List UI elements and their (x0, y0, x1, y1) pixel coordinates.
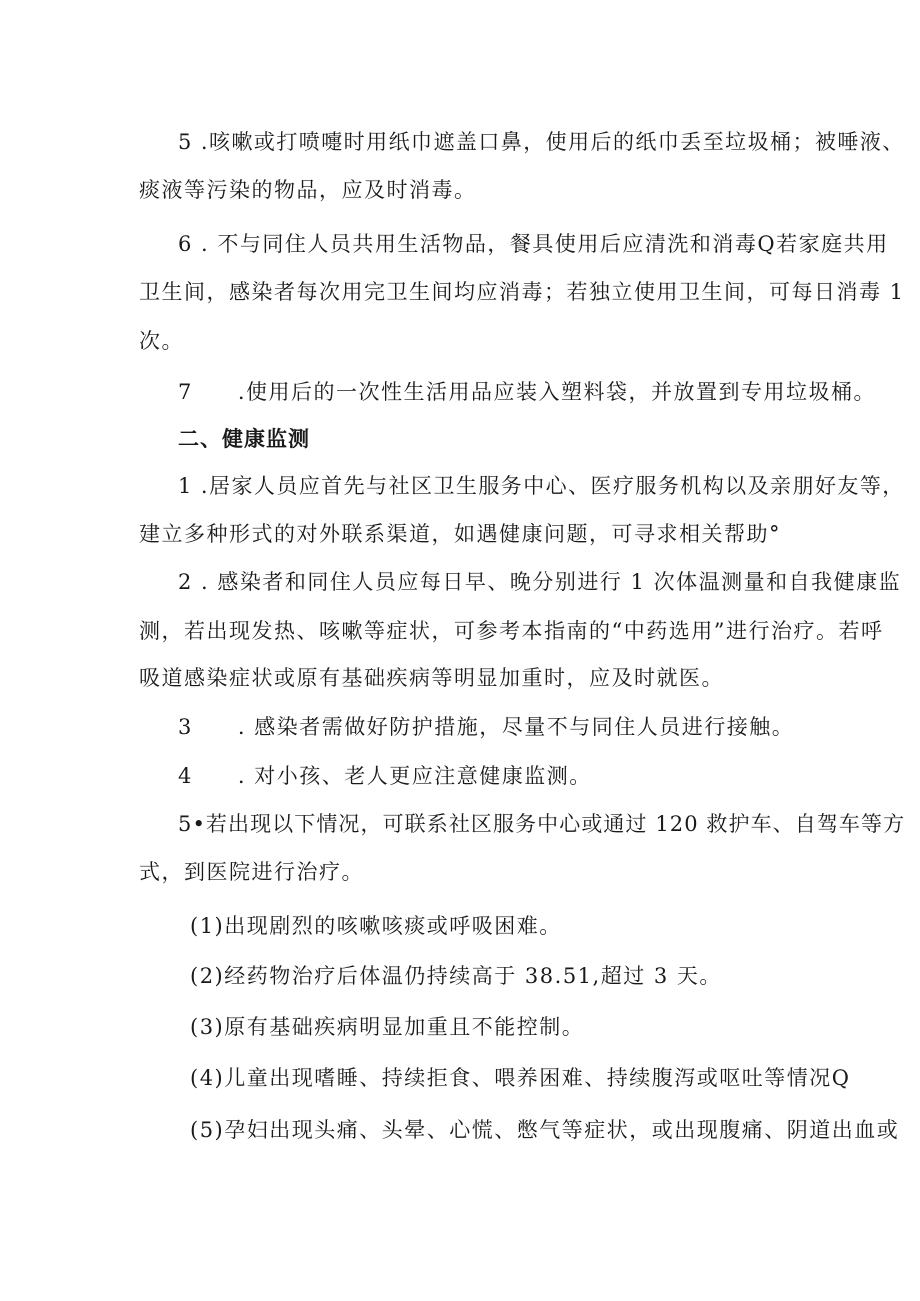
paragraph-6-line-2: 卫生间，感染者每次用完卫生间均应消毒；若独立使用卫生间，可每日消毒 1 (139, 280, 905, 304)
paragraph-5-line-2: 痰液等污染的物品，应及时消毒。 (139, 178, 477, 202)
monitoring-item-2-line-3: 吸道感染症状或原有基础疾病等明显加重时，应及时就医。 (139, 666, 724, 690)
monitoring-item-3: 3 . 感染者需做好防护措施，尽量不与同住人员进行接触。 (178, 715, 795, 739)
paragraph-6-line-1: 6 . 不与同住人员共用生活物品，餐具使用后应清洗和消毒Q若家庭共用 (178, 232, 889, 256)
section-heading-health-monitoring: 二、健康监测 (178, 427, 310, 451)
condition-4: (4)儿童出现嗜睡、持续拒食、喂养困难、持续腹泻或呕吐等情况Q (190, 1066, 851, 1090)
condition-1: (1)出现剧烈的咳嗽咳痰或呼吸困难。 (190, 914, 562, 938)
paragraph-5-line-1: 5 .咳嗽或打喷嚏时用纸巾遮盖口鼻，使用后的纸巾丢至垃圾桶；被唾液、 (178, 130, 905, 154)
paragraph-7: 7 .使用后的一次性生活用品应装入塑料袋，并放置到专用垃圾桶。 (178, 380, 877, 404)
condition-3: (3)原有基础疾病明显加重且不能控制。 (190, 1015, 585, 1039)
monitoring-item-1-line-1: 1 .居家人员应首先与社区卫生服务中心、医疗服务机构以及亲朋好友等， (178, 474, 905, 498)
monitoring-item-5-line-2: 式，到医院进行治疗。 (139, 860, 364, 884)
condition-2: (2)经药物治疗后体温仍持续高于 38.51,超过 3 天。 (190, 964, 722, 988)
monitoring-item-4: 4 . 对小孩、老人更应注意健康监测。 (178, 764, 592, 788)
condition-5: (5)孕妇出现头痛、头晕、心慌、憋气等症状，或出现腹痛、阴道出血或 (190, 1118, 900, 1142)
monitoring-item-5-line-1: 5•若出现以下情况，可联系社区服务中心或通过 120 救护车、自驾车等方 (178, 812, 906, 836)
monitoring-item-2-line-2: 测，若出现发热、咳嗽等症状，可参考本指南的“中药选用”进行治疗。若呼 (139, 619, 884, 643)
monitoring-item-2-line-1: 2 . 感染者和同住人员应每日早、晚分别进行 1 次体温测量和自我健康监 (178, 570, 902, 594)
monitoring-item-1-line-2: 建立多种形式的对外联系渠道，如遇健康问题，可寻求相关帮助° (139, 522, 781, 546)
paragraph-6-line-3: 次。 (139, 329, 184, 353)
